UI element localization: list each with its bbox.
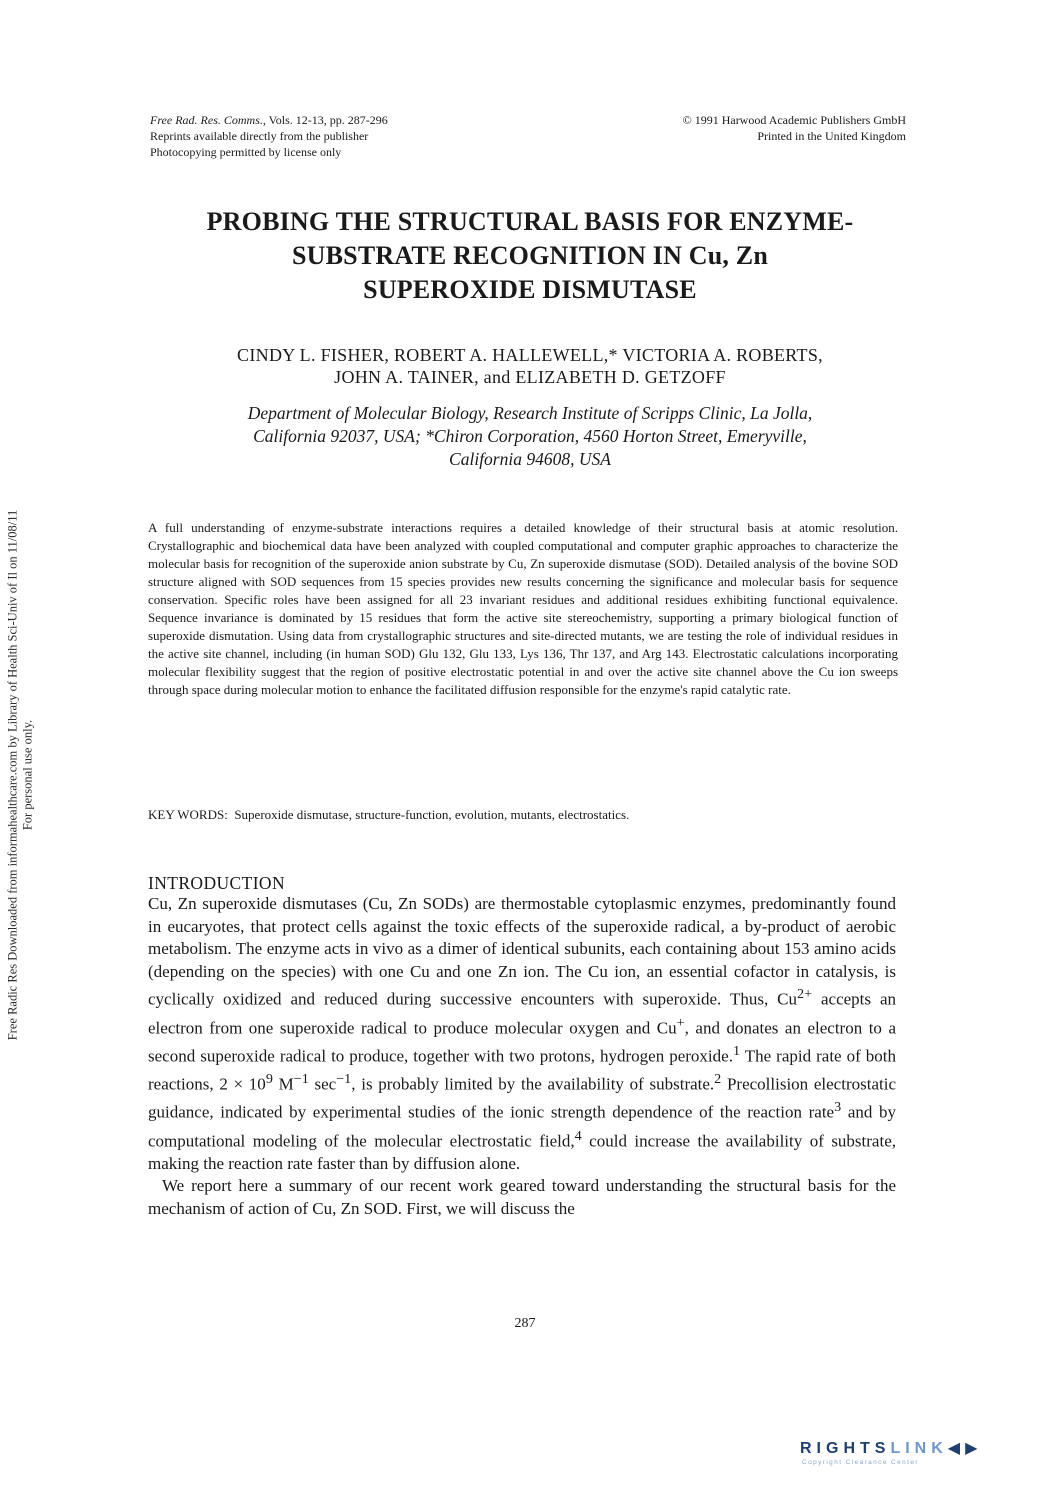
personal-use-note: For personal use only. <box>20 719 34 831</box>
logo-wordmark <box>800 1438 1030 1458</box>
introduction-body <box>148 893 896 1221</box>
title-line: PROBING THE STRUCTURAL BASIS FOR ENZYME- <box>206 207 854 236</box>
text-run: M <box>272 1074 294 1094</box>
reference-marker: 3 <box>834 1099 842 1116</box>
superscript: 2+ <box>796 986 813 1003</box>
text-run: Precollision electrostatic guidance, indicated by experimental studies of the ionic strength dependence of the reaction rate <box>148 1074 896 1123</box>
intro-paragraph-2: We report here a summary of our recent work geared toward understanding the structural basis for the mechanism of action of Cu, Zn SOD. First, we will discuss the <box>148 1176 896 1219</box>
reprints-note: Reprints available directly from the publisher <box>150 129 369 143</box>
text-run: could increase the availability of substrate, making the reaction rate faster than by diffusion alone. <box>148 1131 896 1173</box>
author-list <box>120 344 940 388</box>
logo-tagline: Copyright Clearance Center <box>802 1459 919 1466</box>
title-line: SUBSTRATE RECOGNITION IN Cu, Zn <box>291 241 768 270</box>
section-heading-introduction: INTRODUCTION <box>148 873 286 893</box>
affiliation-line: California 92037, USA; *Chiron Corporation, 4560 Horton Street, Emeryville, <box>253 426 807 446</box>
logo-text-dark: RIGHTS <box>800 1440 891 1457</box>
copyright-note: © 1991 Harwood Academic Publishers GmbH <box>682 113 906 127</box>
affiliations <box>120 402 940 471</box>
text-run: , and donates an electron to a second superoxide radical to produce, together with two protons, hydrogen peroxide. <box>148 1018 896 1066</box>
text-run: accepts an electron from one superoxide radical to produce molecular oxygen and Cu <box>148 990 896 1038</box>
printed-note: Printed in the United Kingdom <box>757 129 906 143</box>
keywords-list: Superoxide dismutase, structure-function, evolution, mutants, electrostatics. <box>234 807 630 822</box>
logo-text-light: LINK <box>890 1440 948 1457</box>
volume-info: , Vols. 12-13, pp. 287-296 <box>262 113 388 127</box>
text-run: The rapid rate of both reactions, 2 × 10 <box>148 1046 896 1094</box>
page-number: 287 <box>514 1316 536 1331</box>
authors-line: JOHN A. TAINER, and ELIZABETH D. GETZOFF <box>334 367 726 387</box>
superscript: + <box>676 1014 685 1031</box>
keywords <box>148 806 898 824</box>
reference-marker: 4 <box>574 1127 582 1144</box>
reference-marker: 1 <box>732 1042 741 1059</box>
journal-name: Free Rad. Res. Comms. <box>150 113 263 127</box>
title-line: SUPEROXIDE DISMUTASE <box>363 275 697 304</box>
authors-line: CINDY L. FISHER, ROBERT A. HALLEWELL,* VICTORIA A. ROBERTS, <box>237 345 823 365</box>
text-run: , is probably limited by the availability of substrate. <box>351 1074 715 1094</box>
header-right <box>560 112 906 144</box>
superscript: 9 <box>265 1071 273 1088</box>
paper-title <box>120 205 940 307</box>
abstract: A full understanding of enzyme-substrate interactions requires a detailed knowledge of their structural basis at atomic resolution. Crystallographic and biochemical data have been analyzed with coupled computational and computer graphic approaches to characterize the molecular basis for recognition of the superoxide anion substrate by Cu, Zn superoxide dismutase (SOD). Detailed analysis of the bovine SOD structure aligned with SOD sequences from 15 species provides new results concerning the significance and molecular basis for sequence conservation. Specific roles have been assigned for all 23 invariant residues and additional residues exhibiting functional equivalence. Sequence invariance is dominated by 15 residues that form the active site stereochemistry, supporting a primary biological function of superoxide dismutation. Using data from crystallographic structures and site-directed mutants, we are testing the role of individual residues in the active site channel, including (in human SOD) Glu 132, Glu 133, Lys 136, Thr 137, and Arg 143. Electrostatic calculations incorporating molecular flexibility suggest that the region of positive electrostatic potential in and over the active site channel above the Cu ion sweeps through space during molecular motion to enhance the facilitated diffusion responsible for the enzyme's rapid catalytic rate. <box>148 520 898 697</box>
intro-paragraph-1 <box>148 893 896 1175</box>
keywords-label: KEY WORDS: <box>148 807 228 822</box>
download-note: Free Radic Res Downloaded from informahealthcare.com by Library of Health Sci-Univ of Il on 11/08/11 <box>5 509 19 1041</box>
text-run: and by computational modeling of the molecular electrostatic field, <box>148 1103 896 1151</box>
text-run: Cu, Zn superoxide dismutases (Cu, Zn SODs) are thermostable cytoplasmic enzymes, predominantly found in eucaryotes, that protect cells against the toxic effects of the superoxide radical, a by-product of aerobic metabolism. The enzyme acts in vivo as a dimer of identical subunits, each containing about 153 amino acids (depending on the species) with one Cu and one Zn ion. The Cu ion, an essential cofactor in catalysis, is cyclically oxidized and reduced during successive encounters with superoxide. Thus, Cu <box>148 894 896 1010</box>
photocopying-note: Photocopying permitted by license only <box>150 145 342 159</box>
superscript: −1 <box>293 1071 309 1088</box>
superscript: −1 <box>336 1071 352 1088</box>
header-left <box>150 112 550 160</box>
rightslink-logo <box>800 1438 1030 1466</box>
journal-citation <box>150 112 550 128</box>
reference-marker: 2 <box>714 1071 722 1088</box>
affiliation-line: Department of Molecular Biology, Research Institute of Scripps Clinic, La Jolla, <box>247 403 813 423</box>
text-run: sec <box>308 1074 337 1094</box>
logo-arrows-icon: ◀▶ <box>947 1440 983 1457</box>
download-watermark <box>0 360 50 1190</box>
affiliation-line: California 94608, USA <box>449 449 611 469</box>
